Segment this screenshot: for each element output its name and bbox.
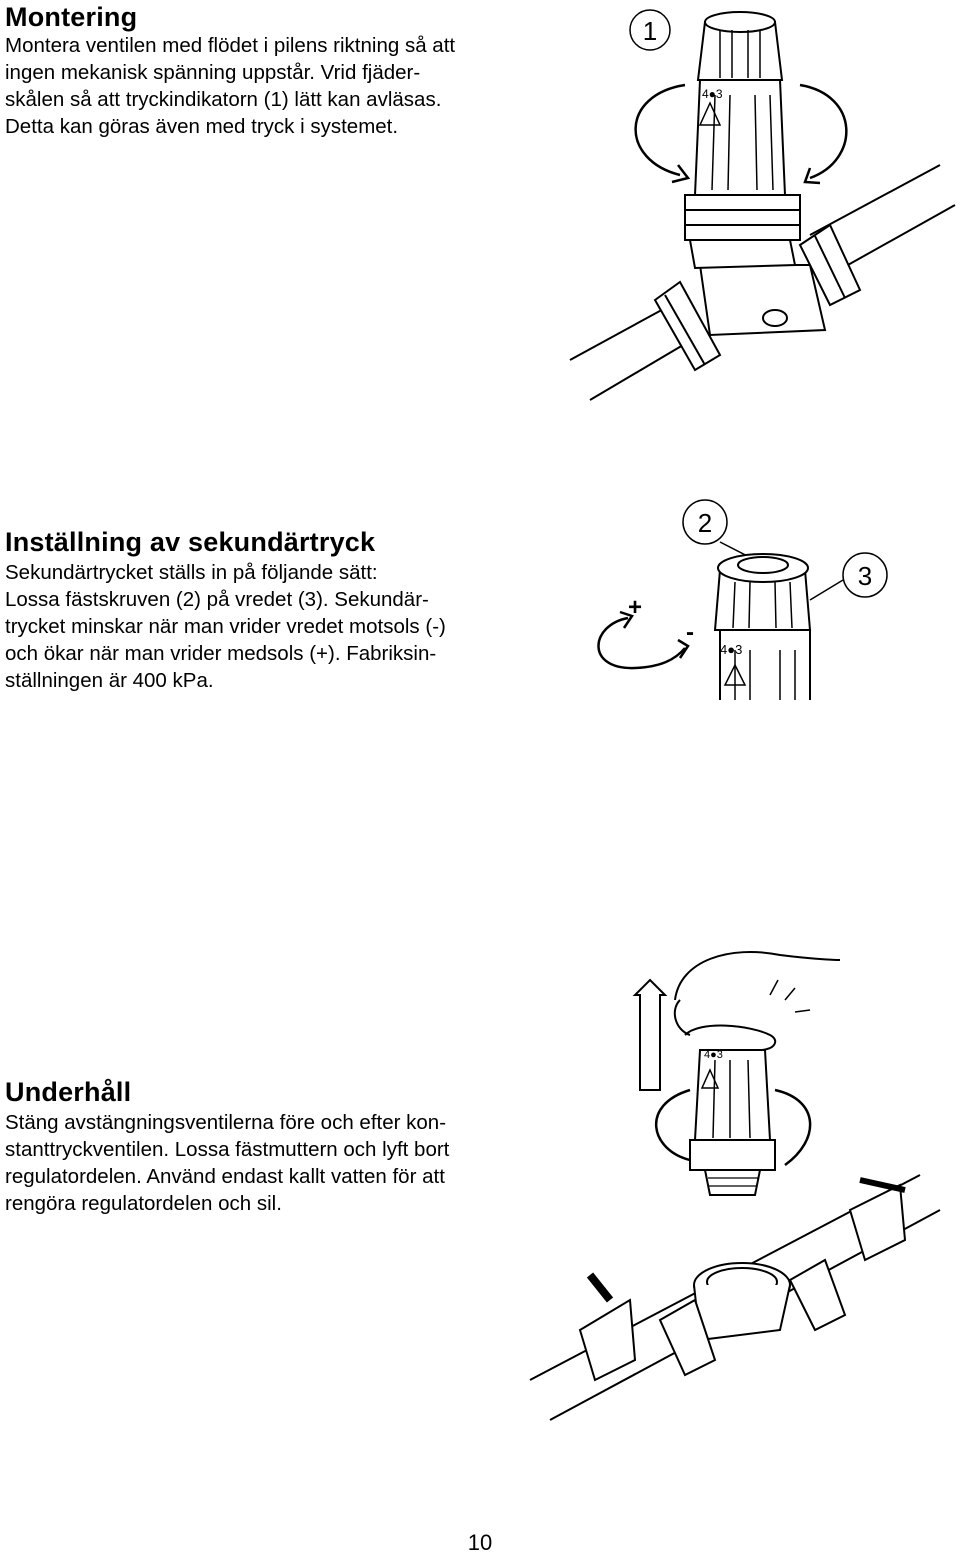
- text-line: trycket minskar när man vrider vredet motsols (-): [5, 615, 446, 638]
- text-line: Sekundärtrycket ställs in på följande sätt:: [5, 561, 378, 584]
- maintenance-illustration: [520, 940, 960, 1440]
- pressure-indicator-label: 4●3: [720, 642, 743, 657]
- maintenance-section: [5, 1077, 505, 1217]
- text-line: Lossa fästskruven (2) på vredet (3). Sekundär-: [5, 588, 429, 611]
- text-line: regulatordelen. Använd endast kallt vatten för att: [5, 1165, 445, 1188]
- text-line: ställningen är 400 kPa.: [5, 669, 214, 692]
- callout-1-label: 1: [642, 16, 658, 46]
- text-line: Stäng avstängningsventilerna före och efter kon-: [5, 1111, 447, 1134]
- maintenance-text: [5, 1109, 505, 1217]
- mounting-text: [5, 32, 505, 140]
- mounting-section: [5, 2, 505, 140]
- valve-mounting-illustration: [560, 0, 960, 420]
- text-line: Montera ventilen med flödet i pilens riktning så att: [5, 34, 456, 57]
- text-line: och ökar när man vrider medsols (+). Fabriksin-: [5, 642, 437, 665]
- callout-2-label: 2: [697, 508, 713, 538]
- knob-adjustment-illustration: [580, 490, 960, 710]
- pressure-indicator-label: 4●3: [704, 1049, 723, 1061]
- text-line: ingen mekanisk spänning uppstår. Vrid fjäder-: [5, 61, 421, 84]
- callout-3-label: 3: [857, 561, 873, 591]
- maintenance-heading: Underhåll: [5, 1077, 132, 1107]
- setting-heading: Inställning av sekundärtryck: [5, 527, 376, 557]
- plus-sign: +: [628, 594, 643, 621]
- minus-sign: -: [686, 619, 694, 646]
- setting-section: [5, 527, 505, 694]
- mounting-heading: Montering: [5, 2, 138, 32]
- pressure-indicator-label: 4●3: [702, 87, 723, 101]
- page-number: 10: [467, 1530, 493, 1555]
- text-line: rengöra regulatordelen och sil.: [5, 1192, 282, 1215]
- setting-text: [5, 559, 505, 694]
- text-line: Detta kan göras även med tryck i systemet.: [5, 115, 399, 138]
- text-line: skålen så att tryckindikatorn (1) lätt kan avläsas.: [5, 88, 442, 111]
- text-line: stanttryckventilen. Lossa fästmuttern och lyft bort: [5, 1138, 450, 1161]
